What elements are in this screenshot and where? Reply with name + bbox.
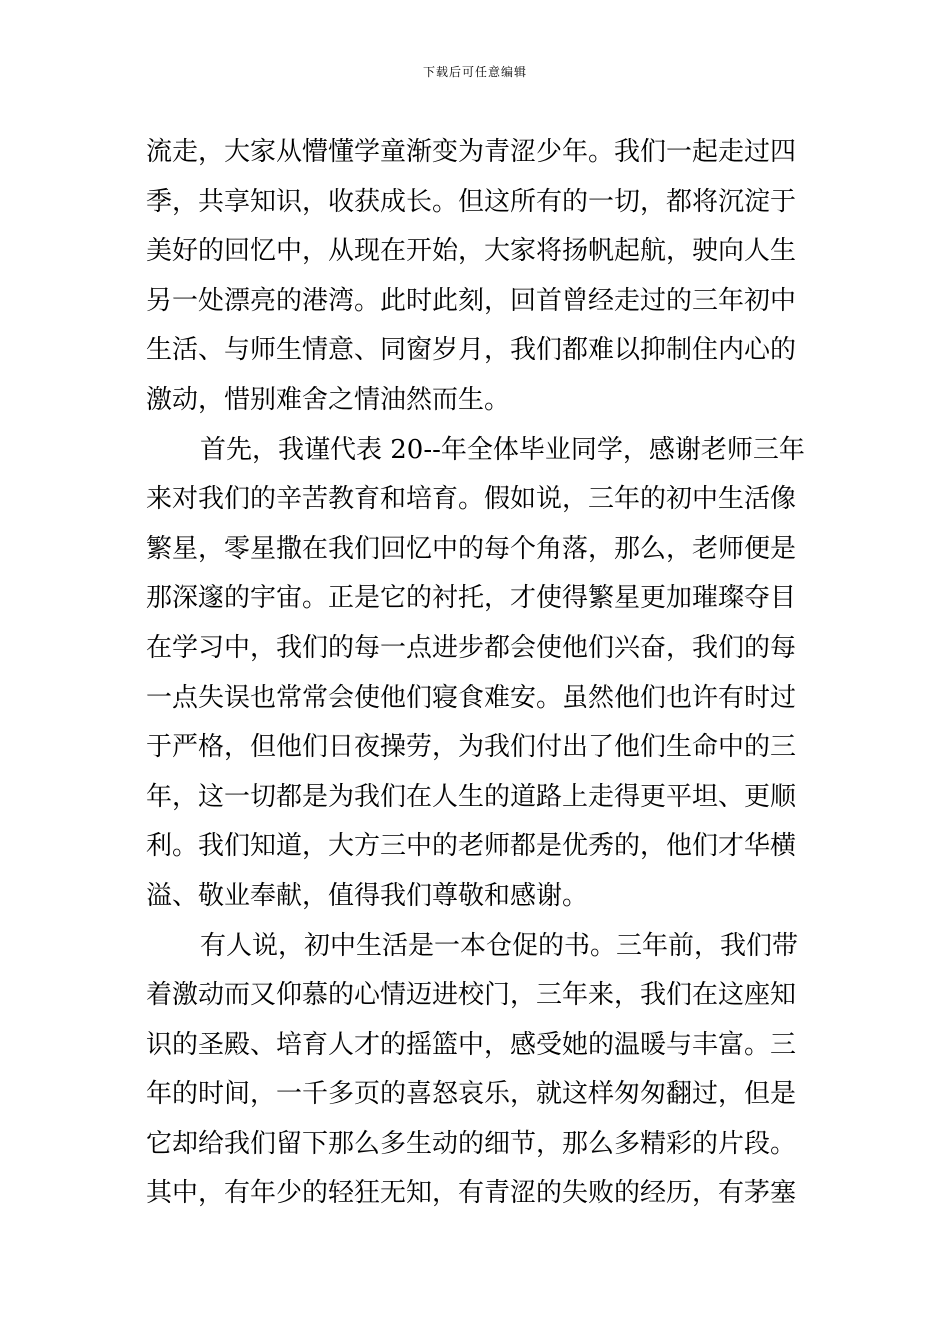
- paragraph-3-line-4: 年的时间，一千多页的喜怒哀乐，就这样匆匆翻过，但是: [146, 1079, 797, 1110]
- paragraph-2-line-2: 来对我们的辛苦教育和培育。假如说，三年的初中生活像: [146, 484, 797, 515]
- paragraph-3-line-1: 有人说，初中生活是一本仓促的书。三年前，我们带: [200, 930, 799, 961]
- paragraph-2-line-1: 首先，我谨代表 20--年全体毕业同学，感谢老师三年: [200, 434, 805, 465]
- paragraph-1-line-2: 季，共享知识，收获成长。但这所有的一切，都将沉淀于: [146, 186, 797, 217]
- paragraph-1-line-3: 美好的回忆中，从现在开始，大家将扬帆起航，驶向人生: [146, 236, 797, 267]
- paragraph-1-line-4: 另一处漂亮的港湾。此时此刻，回首曾经走过的三年初中: [146, 285, 797, 316]
- paragraph-2-line-7: 于严格，但他们日夜操劳，为我们付出了他们生命中的三: [146, 732, 797, 763]
- paragraph-1-line-6: 激动，惜别难舍之情油然而生。: [146, 384, 511, 415]
- paragraph-2-line-9: 利。我们知道，大方三中的老师都是优秀的，他们才华横: [146, 831, 797, 862]
- paragraph-1-line-5: 生活、与师生情意、同窗岁月，我们都难以抑制住内心的: [146, 335, 797, 366]
- paragraph-3-line-5: 它却给我们留下那么多生动的细节，那么多精彩的片段。: [146, 1128, 797, 1159]
- paragraph-2-line-6: 一点失误也常常会使他们寝食难安。虽然他们也许有时过: [146, 682, 797, 713]
- document-body: [146, 128, 810, 1219]
- paragraph-1-line-1: 流走，大家从懵懂学童渐变为青涩少年。我们一起走过四: [146, 137, 797, 167]
- page-header: 下载后可任意编辑: [422, 65, 527, 79]
- paragraph-3-line-6: 其中，有年少的轻狂无知，有青涩的失败的经历，有茅塞: [146, 1178, 797, 1209]
- paragraph-2-line-3: 繁星，零星撒在我们回忆中的每个角落，那么，老师便是: [146, 533, 797, 564]
- paragraph-2-line-5: 在学习中，我们的每一点进步都会使他们兴奋，我们的每: [146, 632, 797, 663]
- paragraph-2-line-4: 那深邃的宇宙。正是它的衬托，才使得繁星更加璀璨夺目: [146, 583, 797, 614]
- paragraph-2-line-10: 溢、敬业奉献，值得我们尊敬和感谢。: [146, 880, 589, 911]
- paragraph-3-line-2: 着激动而又仰慕的心情迈进校门，三年来，我们在这座知: [146, 980, 797, 1011]
- paragraph-2-line-8: 年，这一切都是为我们在人生的道路上走得更平坦、更顺: [146, 781, 797, 812]
- paragraph-3-line-3: 识的圣殿、培育人才的摇篮中，感受她的温暖与丰富。三: [146, 1029, 797, 1060]
